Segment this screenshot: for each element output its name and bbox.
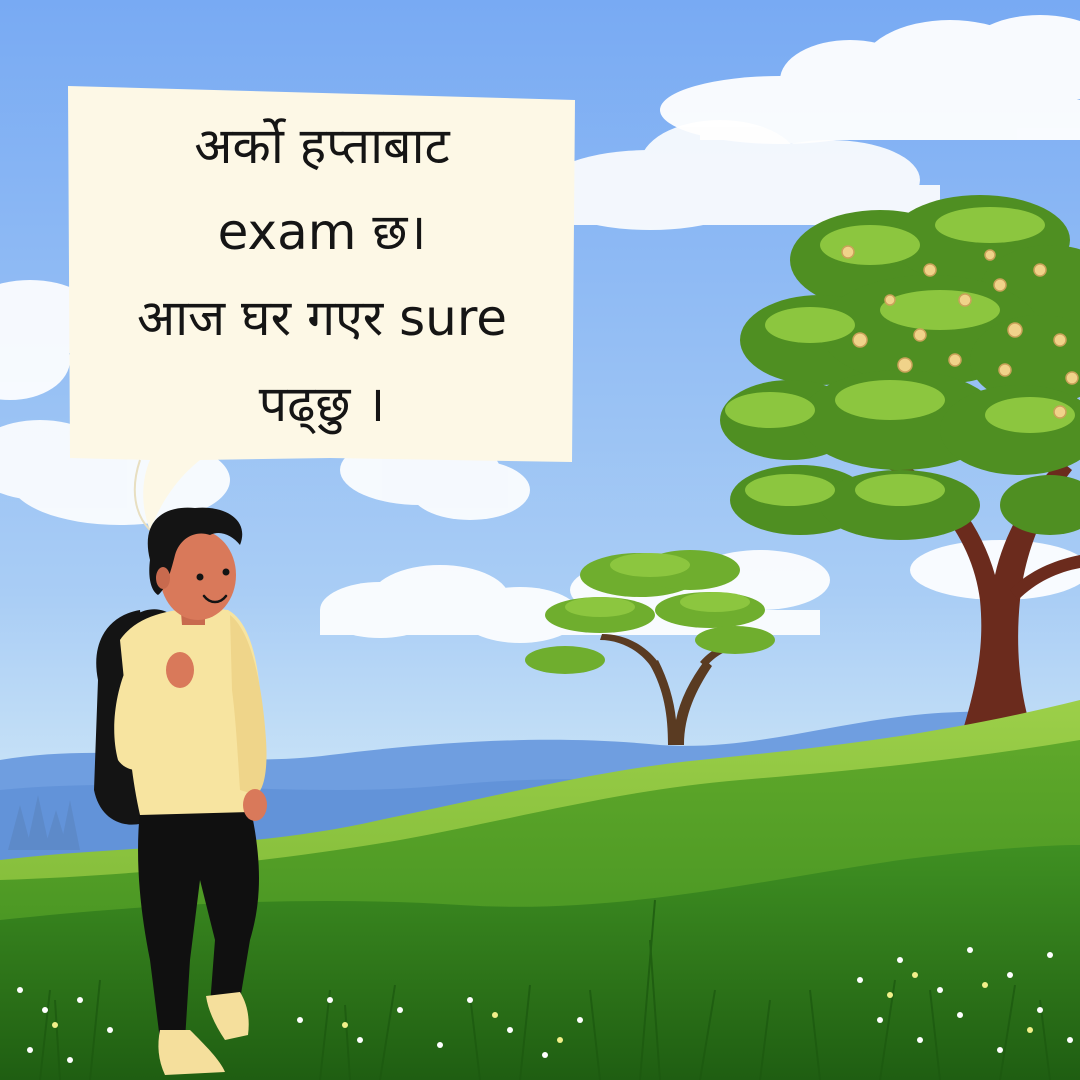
speech-line-2: exam छ। xyxy=(217,203,427,261)
speech-bubble-text xyxy=(72,100,572,450)
speech-line-4: पढ्छु । xyxy=(258,375,386,433)
speech-line-3: आज घर गएर sure xyxy=(136,289,508,347)
speech-line-1: अर्को हप्ताबाट xyxy=(194,117,450,175)
